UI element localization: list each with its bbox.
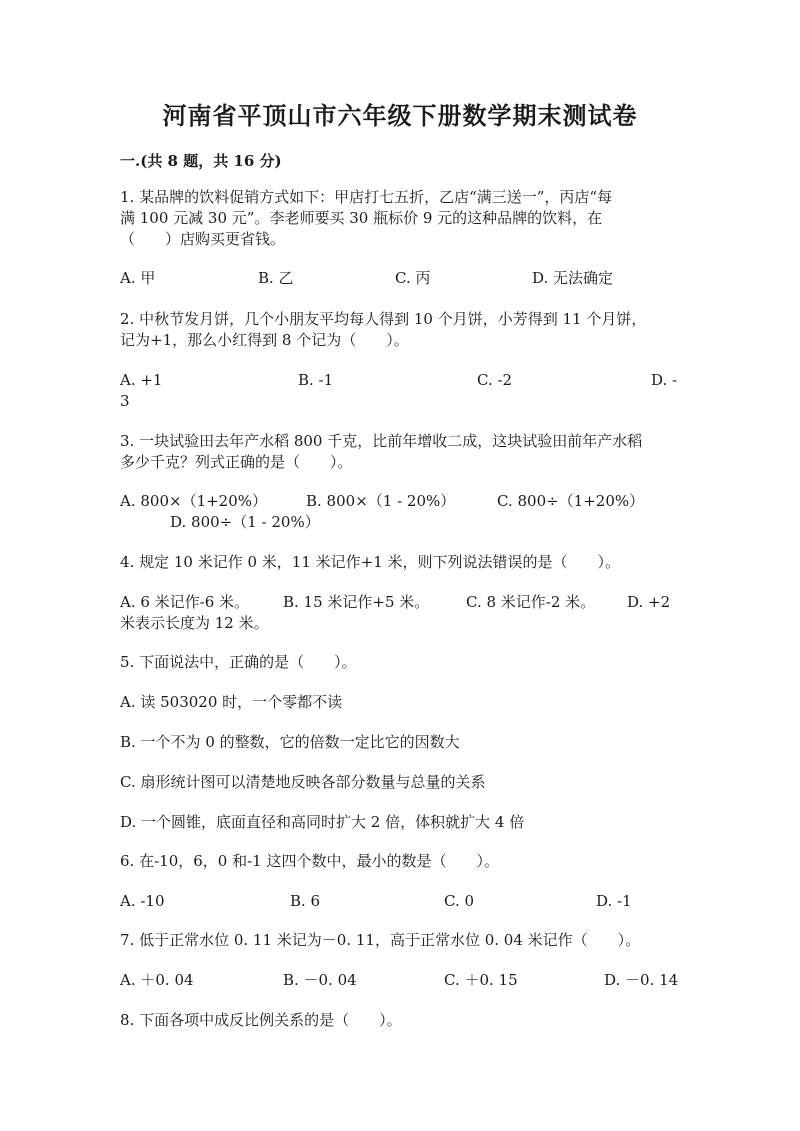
q4-option-c: C. 8 米记作-2 米。	[466, 593, 596, 611]
q8-line1: 8. 下面各项中成反比例关系的是（ ）。	[120, 1011, 402, 1029]
q6-option-d: D. -1	[596, 892, 632, 910]
page-title: 河南省平顶山市六年级下册数学期末测试卷	[162, 101, 638, 130]
q4-option-a: A. 6 米记作-6 米。	[120, 593, 250, 611]
q1-line1: 1. 某品牌的饮料促销方式如下：甲店打七五折，乙店“满三送一”，丙店“每	[120, 188, 613, 206]
q2-option-b: B. -1	[298, 371, 334, 389]
q4-line1: 4. 规定 10 米记作 0 米，11 米记作+1 米，则下列说法错误的是（ ）。	[120, 553, 621, 571]
q3-line1: 3. 一块试验田去年产水稻 800 千克，比前年增收二成，这块试验田前年产水稻	[120, 432, 643, 450]
q4-option-b: B. 15 米记作+5 米。	[283, 593, 430, 611]
q1-option-b: B. 乙	[258, 269, 294, 287]
q2-option-a: A. +1	[120, 371, 163, 389]
q2-option-d: D. -	[651, 371, 678, 389]
q3-option-b: B. 800×（1 - 20%）	[306, 492, 456, 510]
q3-option-d: D. 800÷（1 - 20%）	[170, 513, 320, 531]
q1-line2: 满 100 元减 30 元”。李老师要买 30 瓶标价 9 元的这种品牌的饮料，在	[120, 209, 603, 227]
q6-option-a: A. -10	[120, 892, 165, 910]
section-heading: 一.(共 8 题，共 16 分)	[120, 152, 282, 170]
q2-option-c: C. -2	[477, 371, 513, 389]
q5-option-c: C. 扇形统计图可以清楚地反映各部分数量与总量的关系	[120, 773, 486, 791]
q5-option-a: A. 读 503020 时，一个零都不读	[120, 693, 343, 711]
q4-option-d: D. +2	[627, 593, 671, 611]
q5-option-b: B. 一个不为 0 的整数，它的倍数一定比它的因数大	[120, 733, 460, 751]
q1-option-a: A. 甲	[120, 269, 156, 287]
q6-option-b: B. 6	[290, 892, 321, 910]
q1-option-d: D. 无法确定	[532, 269, 614, 287]
q3-option-a: A. 800×（1+20%）	[120, 492, 268, 510]
q7-line1: 7. 低于正常水位 0. 11 米记为－0. 11，高于正常水位 0. 04 米记作（ ）。	[120, 931, 641, 949]
q6-option-c: C. 0	[444, 892, 475, 910]
q7-option-b: B. －0. 04	[283, 971, 357, 989]
q3-line2: 多少千克？列式正确的是（ ）。	[120, 453, 353, 471]
q1-option-c: C. 丙	[395, 269, 431, 287]
q6-line1: 6. 在-10，6，0 和-1 这四个数中，最小的数是（ ）。	[120, 852, 499, 870]
q5-option-d: D. 一个圆锥，底面直径和高同时扩大 2 倍，体积就扩大 4 倍	[120, 813, 525, 831]
q2-line2: 记为+1，那么小红得到 8 个记为（ ）。	[120, 331, 409, 349]
q2-option-d-wrap: 3	[120, 392, 130, 410]
q7-option-d: D. －0. 14	[604, 971, 679, 989]
q1-line3: （ ）店购买更省钱。	[120, 230, 286, 248]
q7-option-c: C. ＋0. 15	[444, 971, 518, 989]
q2-line1: 2. 中秋节发月饼，几个小朋友平均每人得到 10 个月饼，小芳得到 11 个月饼，	[120, 310, 647, 328]
q3-option-c: C. 800÷（1+20%）	[497, 492, 645, 510]
q5-line1: 5. 下面说法中，正确的是（ ）。	[120, 653, 357, 671]
q4-option-d-wrap: 米表示长度为 12 米。	[120, 614, 269, 632]
q7-option-a: A. ＋0. 04	[120, 971, 194, 989]
